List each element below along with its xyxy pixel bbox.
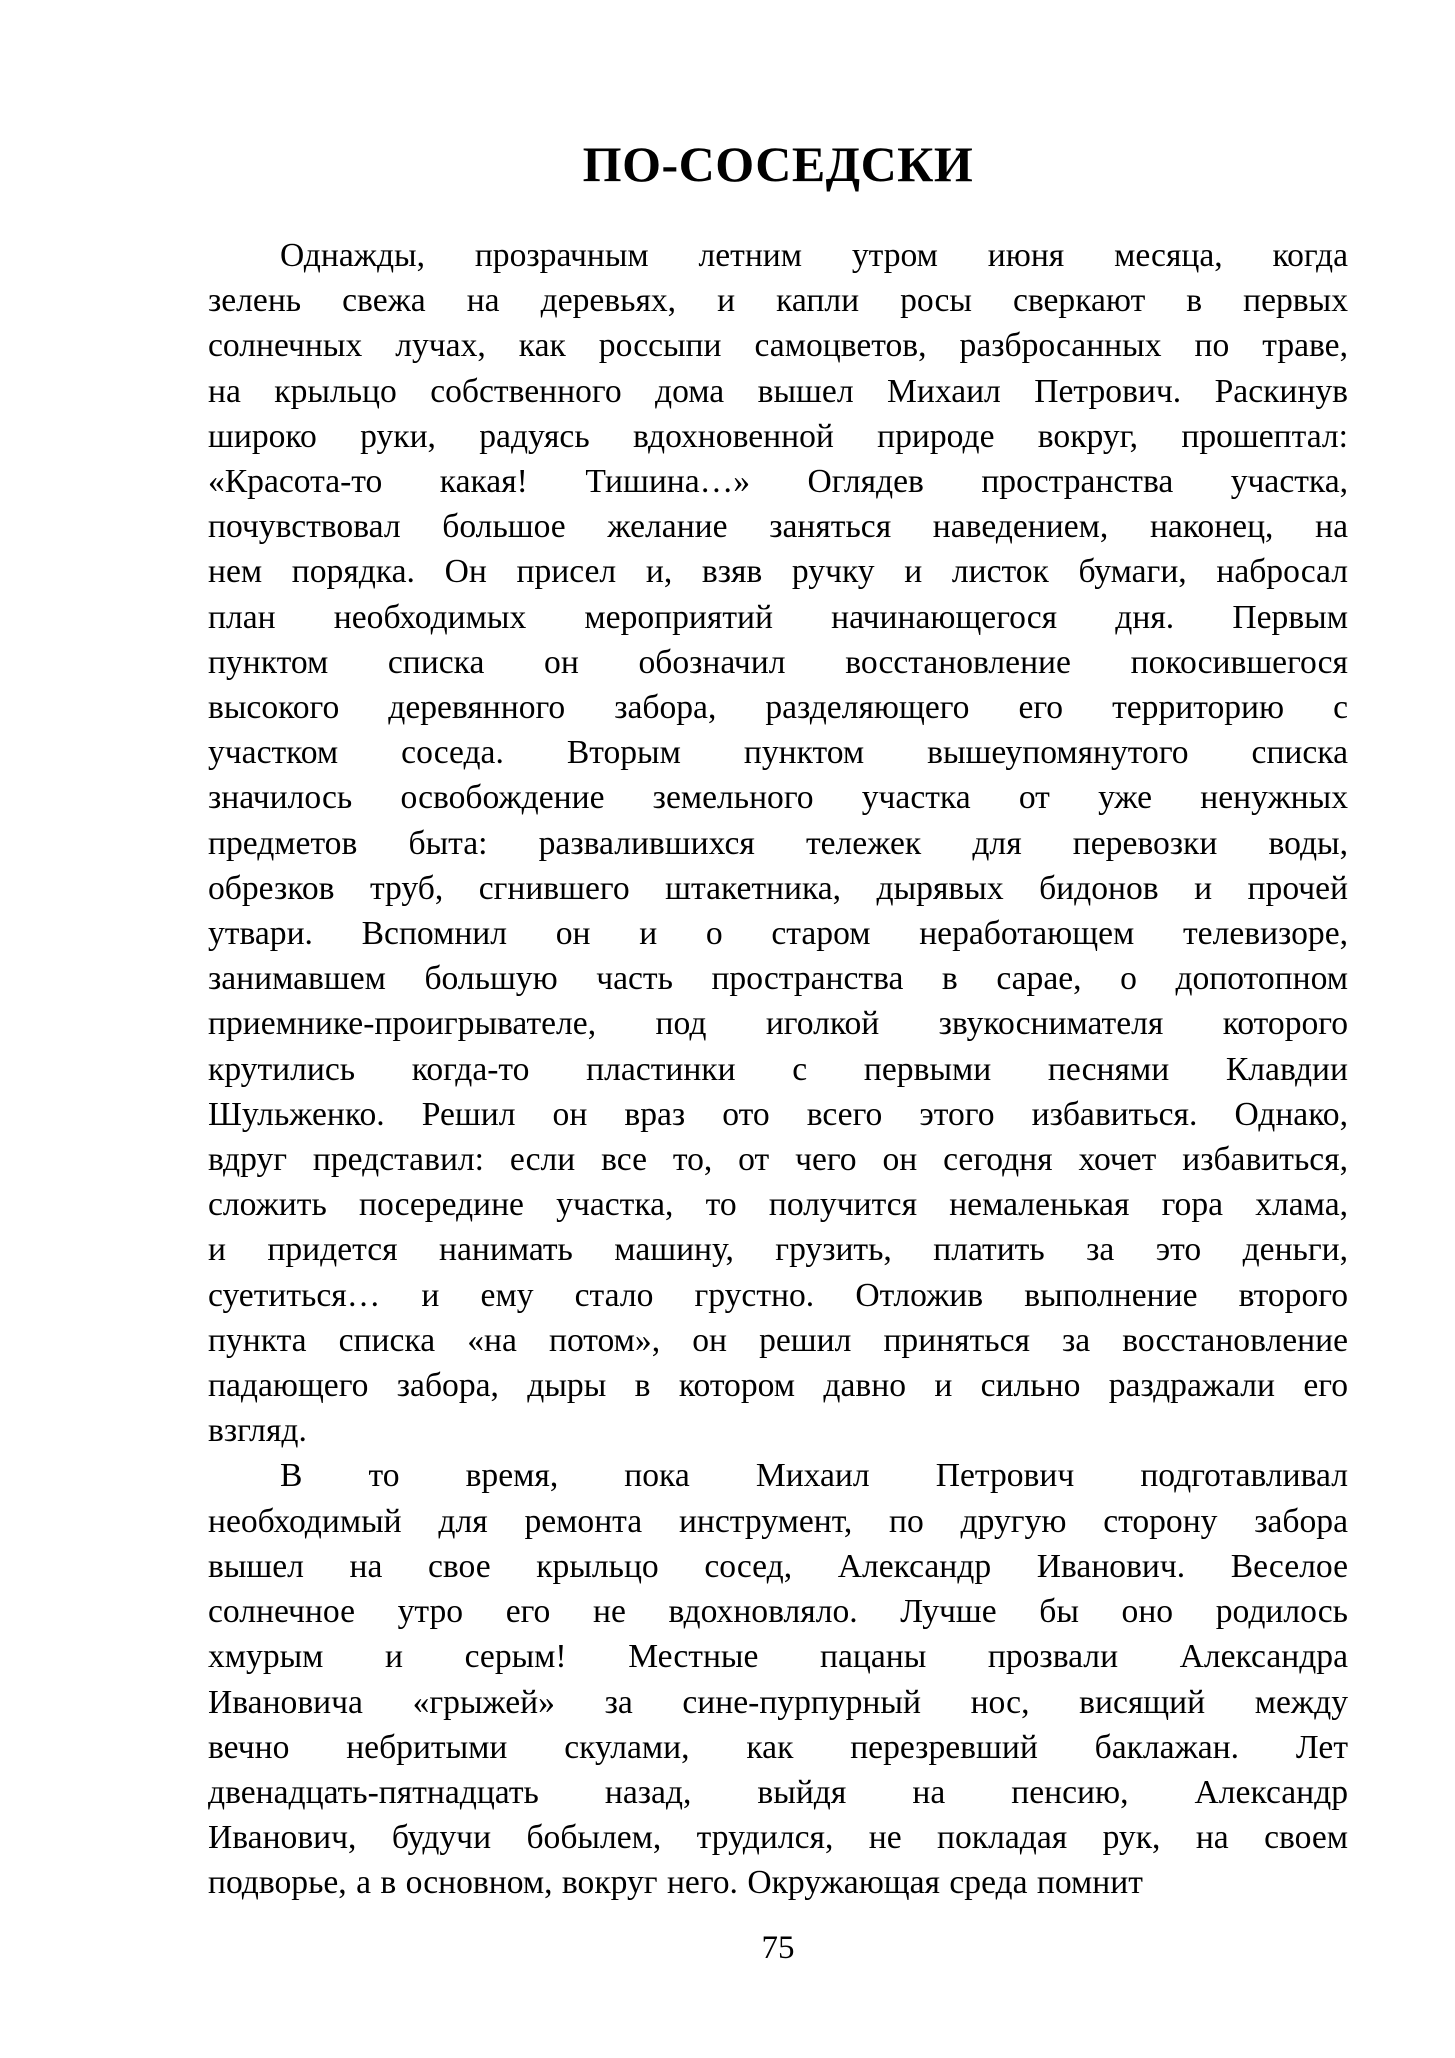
- text-line: вышел на свое крыльцо сосед, Александр Иванович. Веселое: [208, 1547, 1348, 1585]
- text-line: подворье, а в основном, вокруг него. Окружающая среда помнит: [208, 1864, 1143, 1902]
- text-line: падающего забора, дыры в котором давно и сильно раздражали его: [208, 1367, 1348, 1405]
- body-text: [208, 233, 1348, 1906]
- text-line: пунктом списка он обозначил восстановление покосившегося: [208, 643, 1348, 681]
- text-line: солнечное утро его не вдохновляло. Лучше бы оно родилось: [208, 1593, 1348, 1631]
- text-line: приемнике-проигрывателе, под иголкой звукоснимателя которого: [208, 1005, 1348, 1043]
- text-line: Иванович, будучи бобылем, трудился, не покладая рук, на своем: [208, 1819, 1348, 1857]
- text-line: план необходимых мероприятий начинающегося дня. Первым: [208, 598, 1348, 636]
- text-line: Однажды, прозрачным летним утром июня месяца, когда: [280, 237, 1348, 274]
- text-line: на крыльцо собственного дома вышел Михаил Петрович. Раскинув: [208, 372, 1348, 410]
- text-line: необходимый для ремонта инструмент, по другую сторону забора: [208, 1502, 1348, 1540]
- text-line: крутились когда-то пластинки с первыми песнями Клавдии: [208, 1050, 1348, 1088]
- text-line: занимавшем большую часть пространства в сарае, о допотопном: [208, 960, 1348, 998]
- text-line: вечно небритыми скулами, как перезревший баклажан. Лет: [208, 1728, 1348, 1766]
- text-line: предметов быта: развалившихся тележек для перевозки воды,: [208, 824, 1348, 862]
- text-line: сложить посередине участка, то получится немаленькая гора хлама,: [208, 1186, 1348, 1224]
- text-line: хмурым и серым! Местные пацаны прозвали Александра: [208, 1638, 1348, 1676]
- text-line: значилось освобождение земельного участка от уже ненужных: [208, 779, 1348, 817]
- text-line: В то время, пока Михаил Петрович подготавливал: [280, 1457, 1348, 1495]
- text-line: Ивановича «грыжей» за сине-пурпурный нос, висящий между: [208, 1683, 1348, 1721]
- text-line: утвари. Вспомнил он и о старом неработающем телевизоре,: [208, 915, 1348, 953]
- page-number: 75: [761, 1930, 795, 1966]
- text-line: участком соседа. Вторым пунктом вышеупомянутого списка: [208, 734, 1348, 772]
- text-line: «Красота-то какая! Тишина…» Оглядев пространства участка,: [208, 463, 1348, 501]
- text-line: и придется нанимать машину, грузить, платить за это деньги,: [208, 1231, 1348, 1269]
- text-line: широко руки, радуясь вдохновенной природе вокруг, прошептал:: [208, 417, 1348, 455]
- text-line: обрезков труб, сгнившего штакетника, дырявых бидонов и прочей: [208, 869, 1348, 907]
- text-line: двенадцать-пятнадцать назад, выйдя на пенсию, Александр: [208, 1773, 1348, 1811]
- page-title: ПО-СОСЕДСКИ: [582, 136, 974, 192]
- text-line: высокого деревянного забора, разделяющего его территорию с: [208, 689, 1348, 727]
- text-line: солнечных лучах, как россыпи самоцветов, разбросанных по траве,: [208, 327, 1348, 365]
- text-line: почувствовал большое желание заняться наведением, наконец, на: [208, 508, 1348, 546]
- text-line: пункта списка «на потом», он решил приняться за восстановление: [208, 1321, 1348, 1359]
- text-line: Шульженко. Решил он враз ото всего этого избавиться. Однако,: [208, 1095, 1348, 1133]
- text-line: вдруг представил: если все то, от чего он сегодня хочет избавиться,: [208, 1141, 1348, 1179]
- text-line: суетиться… и ему стало грустно. Отложив выполнение второго: [208, 1276, 1348, 1314]
- text-line: зелень свежа на деревьях, и капли росы сверкают в первых: [208, 282, 1348, 320]
- text-line: взгляд.: [208, 1412, 307, 1450]
- text-line: нем порядка. Он присел и, взяв ручку и листок бумаги, набросал: [208, 553, 1348, 591]
